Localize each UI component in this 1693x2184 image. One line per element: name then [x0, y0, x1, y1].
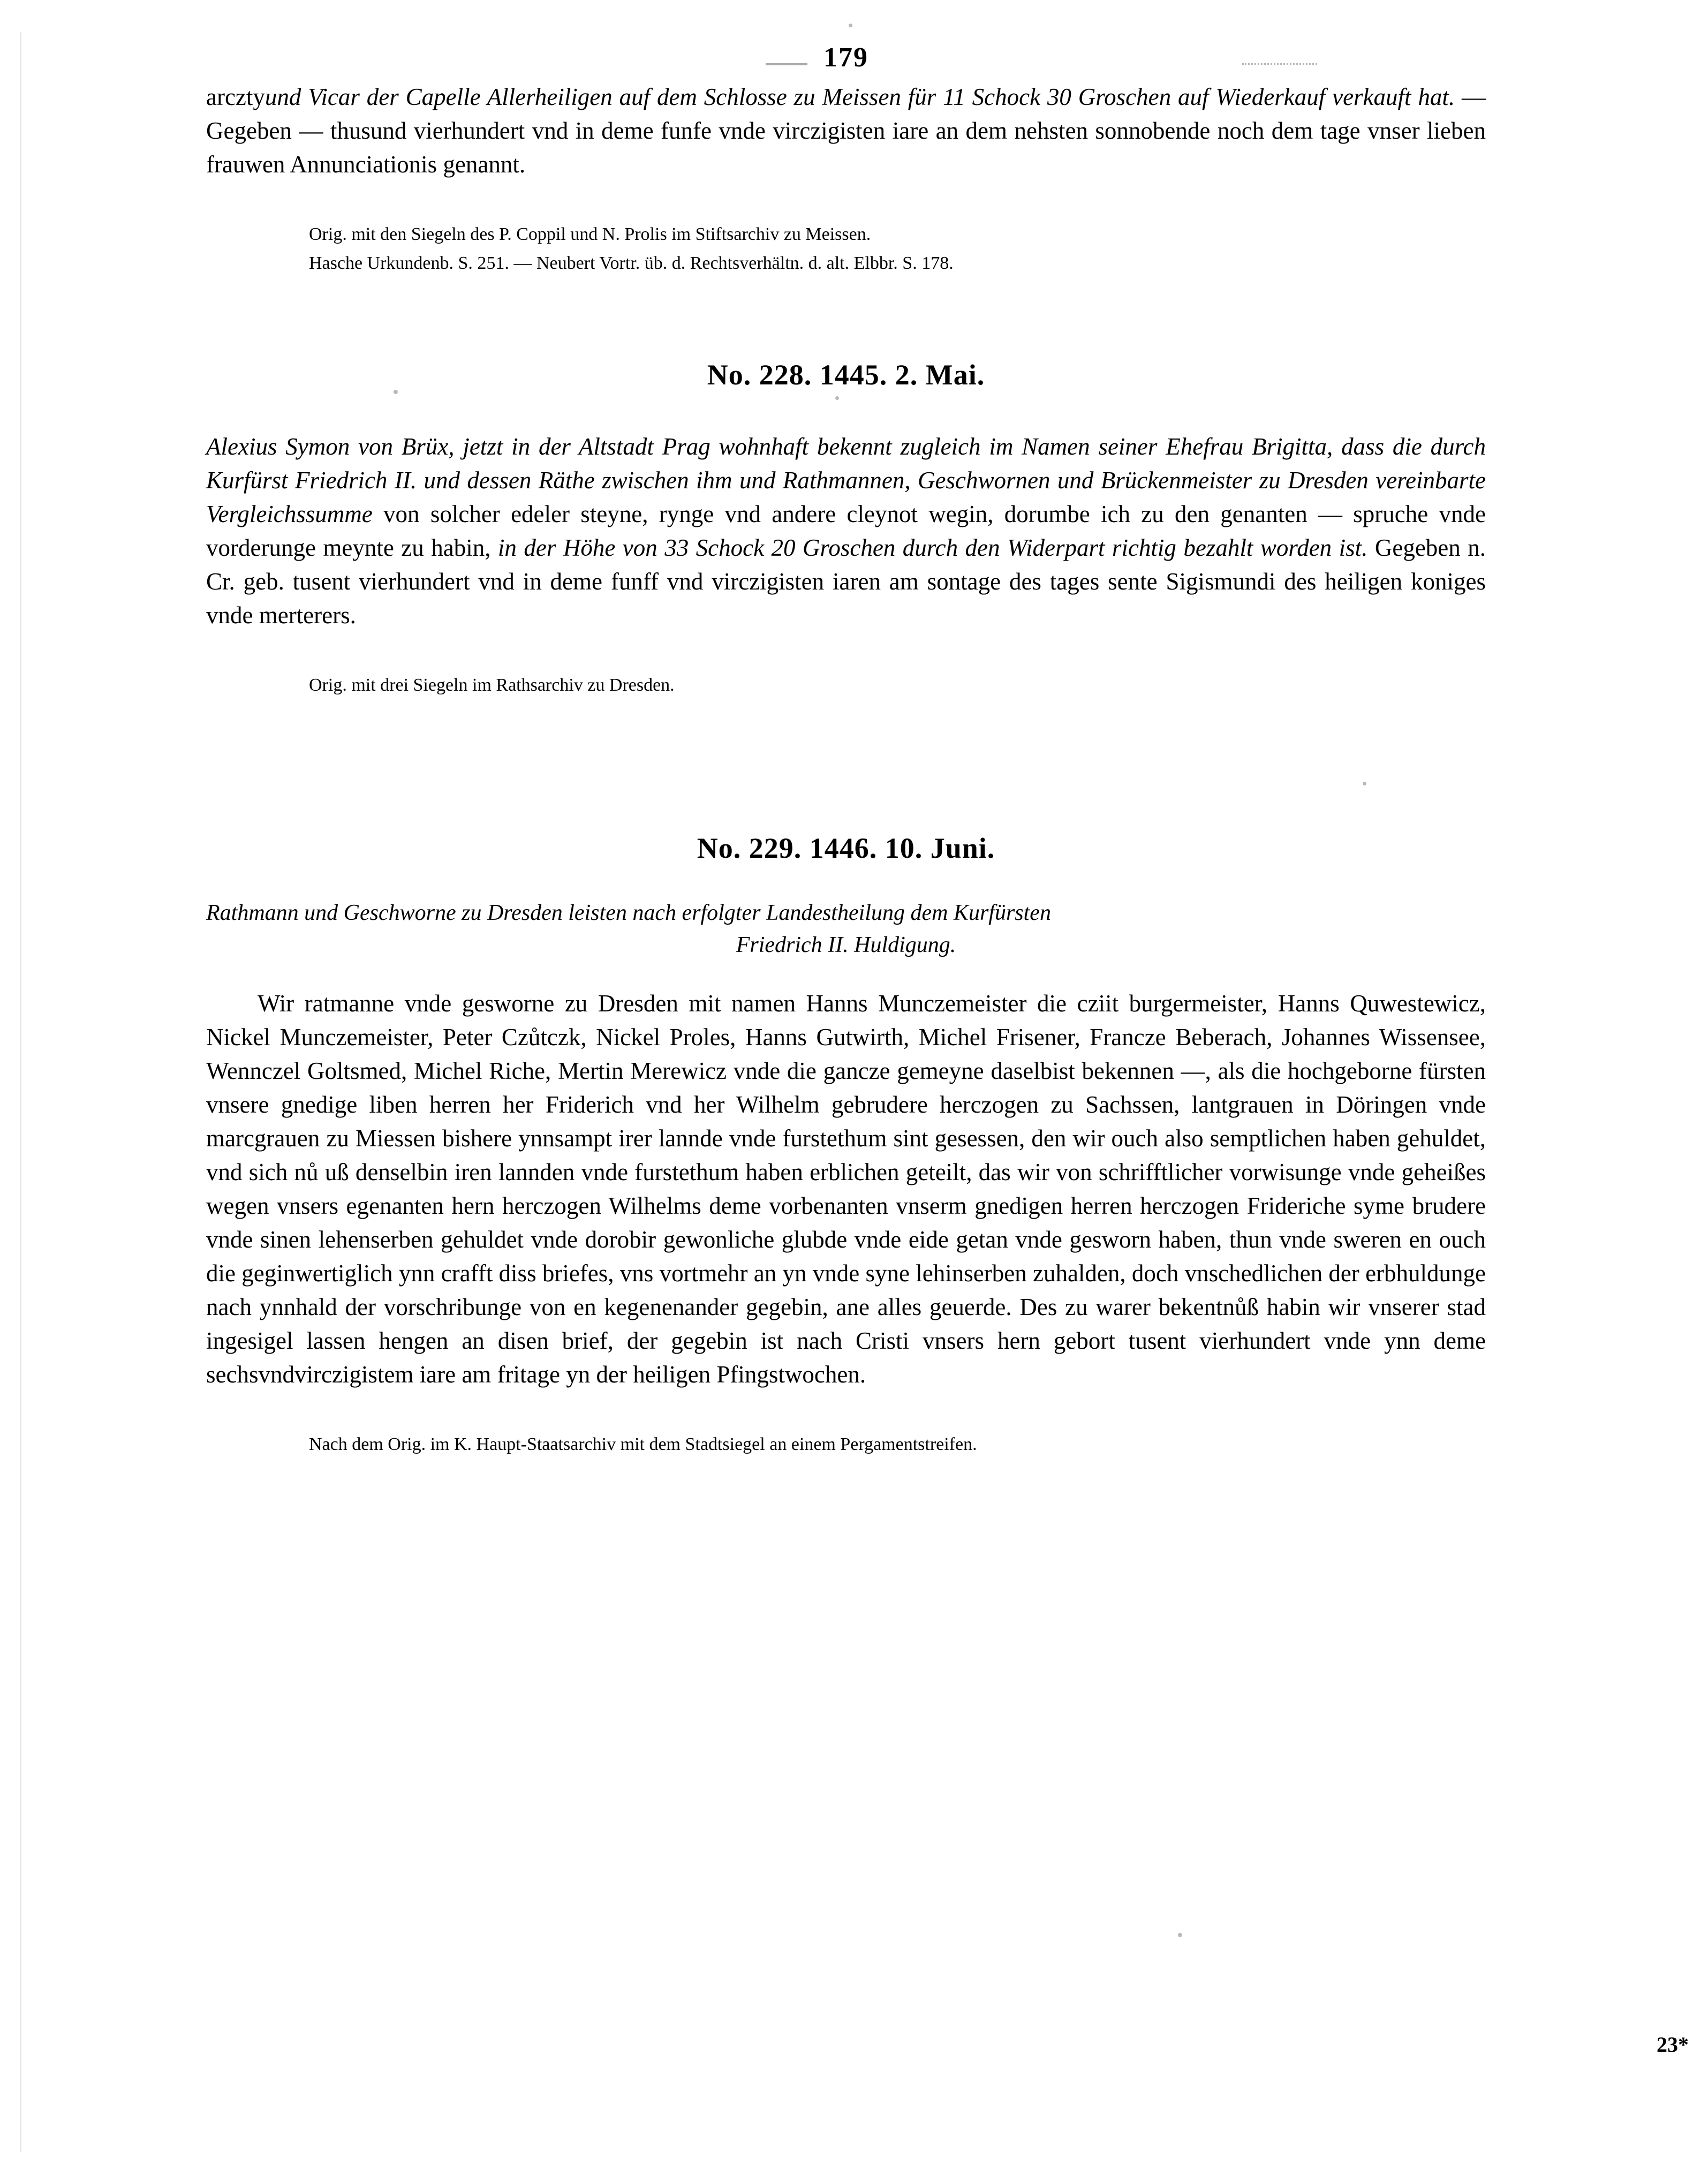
charter-228-text-1: von solcher edeler steyne, rynge vnd andere cleynot wegin, dorumbe ich zu den genanten — spruche vnde vorderunge meynte zu habin, [206, 501, 1486, 561]
continued-entry-roman: — Gegeben — thusund vierhundert vnd in deme funfe vnde virczigisten iare an dem nehsten sonnobende noch dem tage vnser lieben frauwen Annunciationis genannt. [206, 84, 1486, 178]
charter-228-text-2: Gegeben n. Cr. geb. tusent vierhundert vnd in deme funff vnd virczigisten iaren am sontage des tages sente Sigismundi des heiligen koniges vnde merterers. [206, 534, 1486, 629]
spacer [206, 182, 1486, 220]
charter-229-summary [206, 897, 1486, 961]
continued-entry-note-2: Hasche Urkundenb. S. 251. — Neubert Vortr. üb. d. Rechtsverhältn. d. alt. Elbbr. S. 178. [309, 253, 954, 273]
charter-229-title: No. 229. 1446. 10. Juni. [697, 832, 995, 864]
spacer [206, 278, 1486, 358]
sheet-signature-mark: 23* [1657, 2032, 1689, 2057]
charter-229-body: Wir ratmanne vnde gesworne zu Dresden mit namen Hanns Munczemeister die cziit burgermeister, Hanns Quwestewicz, Nickel Munczemeister, Peter Czůtczk, Nickel Proles, Hanns Gutwirth, Michel Frisener, Francze Beberach, Johannes Wissensee, Wennczel Goltsmed, Michel Riche, Mertin Merewicz vnde die gancze gemeyne daselbist bekennen —, als die hochgeborne fürsten vnsere gnedige liben herren her Friderich vnd her Wilhelm gebrudere herczogen zu Sachssen, lantgrauen in Döringen vnde marcgrauen zu Miessen bishere ynnsampt irer lannde vnde furstethum sint gesessen, den wir ouch also semptlichen haben gehuldet, vnd sich nů uß denselbin iren lannden vnde furstethum haben erblichen geteilt, das wir von schrifftlicher vorwisunge vnde geheißes wegen vnsers egenanten hern herczogen Wilhelms deme vorbenanten vnserm gnedigen herren herczogen Friderichе syme brudere vnde sinen lehenserben gehuldet vnde dorobir gewonliche glubde vnde eide getan vnde gesworn haben, thun vnde sweren en ouch die geginwertiglich ynn crafft diss briefes, vns vortmehr an yn vnde syne lehinserben zuhalden, doch vnschedlichen der erbhuldunge nach ynnhald der vorschribunge von en kegenenander gegebin, ane alles geuerde. Des zu warer bekentnůß habin wir vnserer stad ingesigel lassen hengen an disen brief, der gegebin ist nach Cristi vnsers hern gebort tusent vierhundert vnde ynn deme sechsvndvirczigistem iare am fritage yn der heiligen Pfingstwochen. [206, 990, 1486, 1388]
charter-229-summary-line-2: Friedrich II. Huldigung. [736, 933, 956, 957]
charter-228-note: Orig. mit drei Siegeln im Rathsarchiv zu Dresden. [309, 675, 675, 695]
charter-229-note: Nach dem Orig. im K. Haupt-Staatsarchiv mit dem Stadtsiegel an einem Pergamentstreifen. [309, 1434, 977, 1454]
continued-entry-note-1: Orig. mit den Siegeln des P. Coppil und N. Prolis im Stiftsarchiv zu Meissen. [309, 224, 871, 244]
spacer [206, 1392, 1486, 1430]
continued-entry-paragraph [206, 80, 1486, 182]
page-content [206, 0, 1486, 1459]
page-number: 179 [823, 42, 868, 73]
scan-gutter-line [20, 32, 21, 2152]
charter-228-body [206, 430, 1486, 632]
continued-entry-italic: und Vicar der Capelle Allerheiligen auf dem Schlosse zu Meissen für 11 Schock 30 Groschen auf Wiederkauf verkauft hat. [264, 84, 1455, 110]
header-rule-right [1242, 63, 1317, 66]
spacer [206, 700, 1486, 780]
spacer [206, 632, 1486, 671]
spacer [206, 865, 1486, 897]
continued-entry-lead: arczty [206, 84, 265, 110]
spacer [206, 961, 1486, 987]
charter-228-regest: Alexius Symon von Brüx, jetzt in der Altstadt Prag wohnhaft bekennt zugleich im Namen seiner Ehefrau Brigitta, dass die durch Kurfürst Friedrich II. und dessen Räthe zwischen ihm und Rathmannen, Geschwornen und Brückenmeister zu Dresden vereinbarte Vergleichssumme [206, 433, 1486, 527]
charter-228-title: No. 228. 1445. 2. Mai. [707, 359, 985, 391]
running-head [206, 0, 1486, 80]
spacer [206, 391, 1486, 430]
spacer [206, 780, 1486, 832]
scan-speck [1178, 1933, 1182, 1937]
charter-229-summary-line-1: Rathmann und Geschworne zu Dresden leisten nach erfolgter Landestheilung dem Kurfürsten [206, 901, 1051, 925]
charter-228-regest-2: in der Höhe von 33 Schock 20 Groschen durch den Widerpart richtig bezahlt worden ist. [490, 534, 1368, 561]
